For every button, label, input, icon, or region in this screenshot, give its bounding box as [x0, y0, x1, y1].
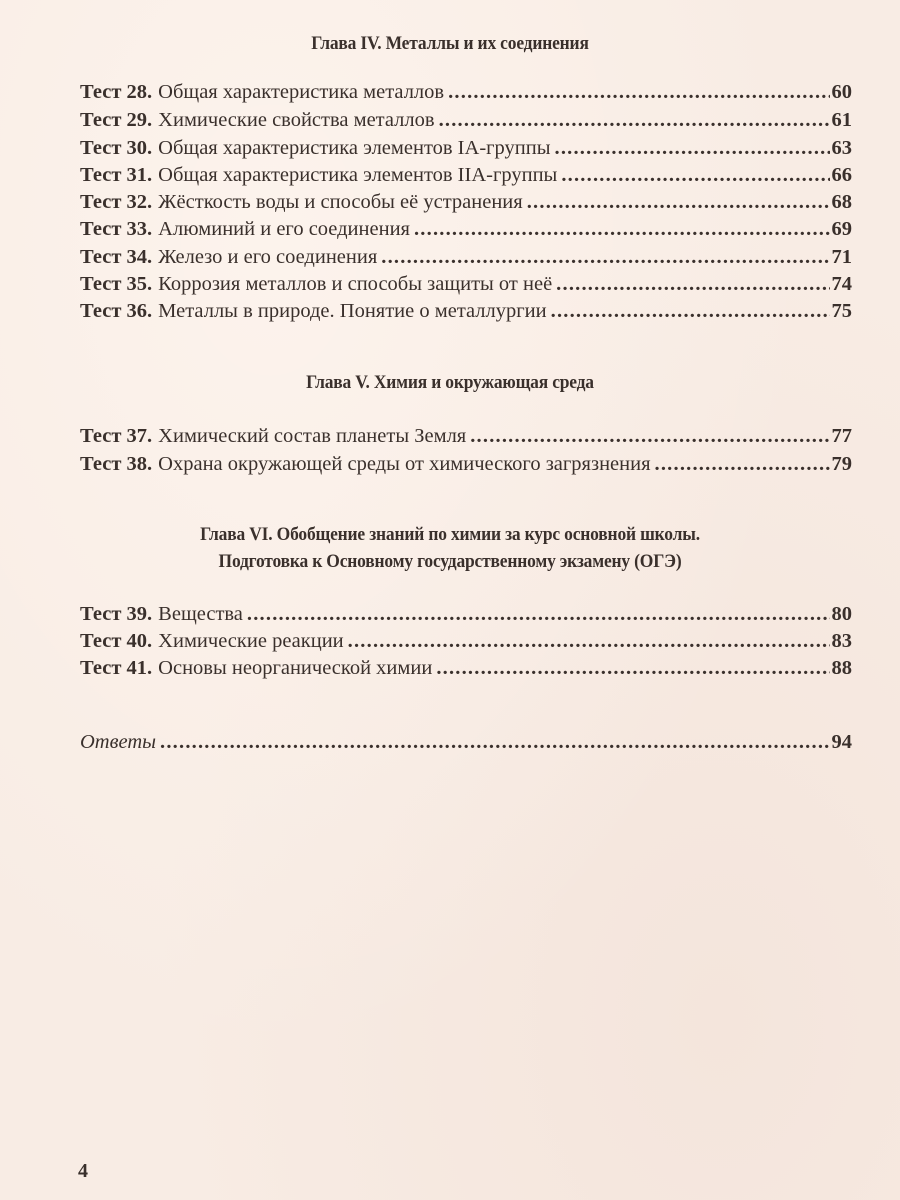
toc-entry: [80, 244, 852, 270]
toc-entry: [80, 601, 852, 627]
dot-leader: [348, 628, 830, 654]
test-label: Тест 37.: [80, 425, 153, 447]
toc-entry: [80, 423, 852, 449]
test-title: Жёсткость воды и способы её устранения: [158, 191, 523, 213]
test-label: Тест 31.: [80, 164, 153, 186]
toc-entry: [80, 298, 852, 324]
dot-leader: [160, 729, 829, 755]
test-label: Тест 34.: [80, 246, 153, 268]
test-title: Химические реакции: [158, 630, 344, 652]
test-label: Тест 29.: [80, 109, 153, 131]
dot-leader: [247, 601, 830, 627]
dot-leader: [655, 451, 830, 477]
toc-entry: [80, 271, 852, 297]
page-number: 80: [831, 603, 852, 625]
toc-entry: [80, 189, 852, 215]
answers-title: Ответы: [80, 731, 157, 753]
test-label: Тест 36.: [80, 300, 153, 322]
test-title: Алюминий и его соединения: [158, 218, 410, 240]
toc-entry: [80, 135, 852, 161]
page-number: 63: [831, 137, 852, 159]
toc-entry: [80, 655, 852, 681]
toc-entry: [80, 79, 852, 105]
test-label: Тест 33.: [80, 218, 153, 240]
test-label: Тест 35.: [80, 273, 153, 295]
test-title: Химические свойства металлов: [158, 109, 435, 131]
page-number: 61: [831, 109, 852, 131]
dot-leader: [556, 271, 829, 297]
chapter-5-title: Глава V. Химия и окружающая среда: [306, 372, 594, 393]
test-title: Металлы в природе. Понятие о металлургии: [158, 300, 547, 322]
page-number: 66: [831, 164, 852, 186]
dot-leader: [439, 107, 830, 133]
dot-leader: [448, 79, 829, 105]
toc-entry: [80, 162, 852, 188]
dot-leader: [561, 162, 829, 188]
test-title: Железо и его соединения: [158, 246, 378, 268]
chapter-4-title: Глава IV. Металлы и их соединения: [311, 33, 589, 54]
test-label: Тест 38.: [80, 453, 153, 475]
page-number: 88: [831, 657, 852, 679]
test-label: Тест 40.: [80, 630, 153, 652]
test-title: Вещества: [158, 603, 243, 625]
page-folio-number: 4: [78, 1160, 88, 1182]
chapter-6-title-line1: Глава VI. Обобщение знаний по химии за курс основной школы.: [200, 524, 700, 545]
test-label: Тест 41.: [80, 657, 153, 679]
page-number: 83: [831, 630, 852, 652]
page-number: 68: [831, 191, 852, 213]
toc-entry: [80, 628, 852, 654]
test-title: Основы неорганической химии: [158, 657, 433, 679]
test-title: Общая характеристика элементов IA-группы: [158, 137, 551, 159]
page-number: 69: [831, 218, 852, 240]
dot-leader: [551, 298, 830, 324]
page-number: 94: [831, 731, 852, 753]
test-title: Общая характеристика металлов: [158, 81, 445, 103]
test-title: Коррозия металлов и способы защиты от неё: [158, 273, 553, 295]
toc-entry: [80, 451, 852, 477]
dot-leader: [527, 189, 830, 215]
dot-leader: [381, 244, 829, 270]
dot-leader: [470, 423, 829, 449]
dot-leader: [414, 216, 830, 242]
test-title: Химический состав планеты Земля: [158, 425, 467, 447]
page-number: 71: [831, 246, 852, 268]
toc-entry: [80, 107, 852, 133]
dot-leader: [555, 135, 830, 161]
test-label: Тест 39.: [80, 603, 153, 625]
page-number: 60: [831, 81, 852, 103]
test-label: Тест 28.: [80, 81, 153, 103]
toc-entry-answers: [80, 729, 852, 755]
dot-leader: [436, 655, 829, 681]
test-label: Тест 30.: [80, 137, 153, 159]
page-number: 74: [831, 273, 852, 295]
toc-entry: [80, 216, 852, 242]
test-title: Общая характеристика элементов IIA-группы: [158, 164, 558, 186]
test-label: Тест 32.: [80, 191, 153, 213]
page-number: 79: [831, 453, 852, 475]
chapter-6-title-line2: Подготовка к Основному государственному экзамену (ОГЭ): [218, 551, 682, 572]
test-title: Охрана окружающей среды от химического загрязнения: [158, 453, 651, 475]
page-number: 77: [831, 425, 852, 447]
page-number: 75: [831, 300, 852, 322]
